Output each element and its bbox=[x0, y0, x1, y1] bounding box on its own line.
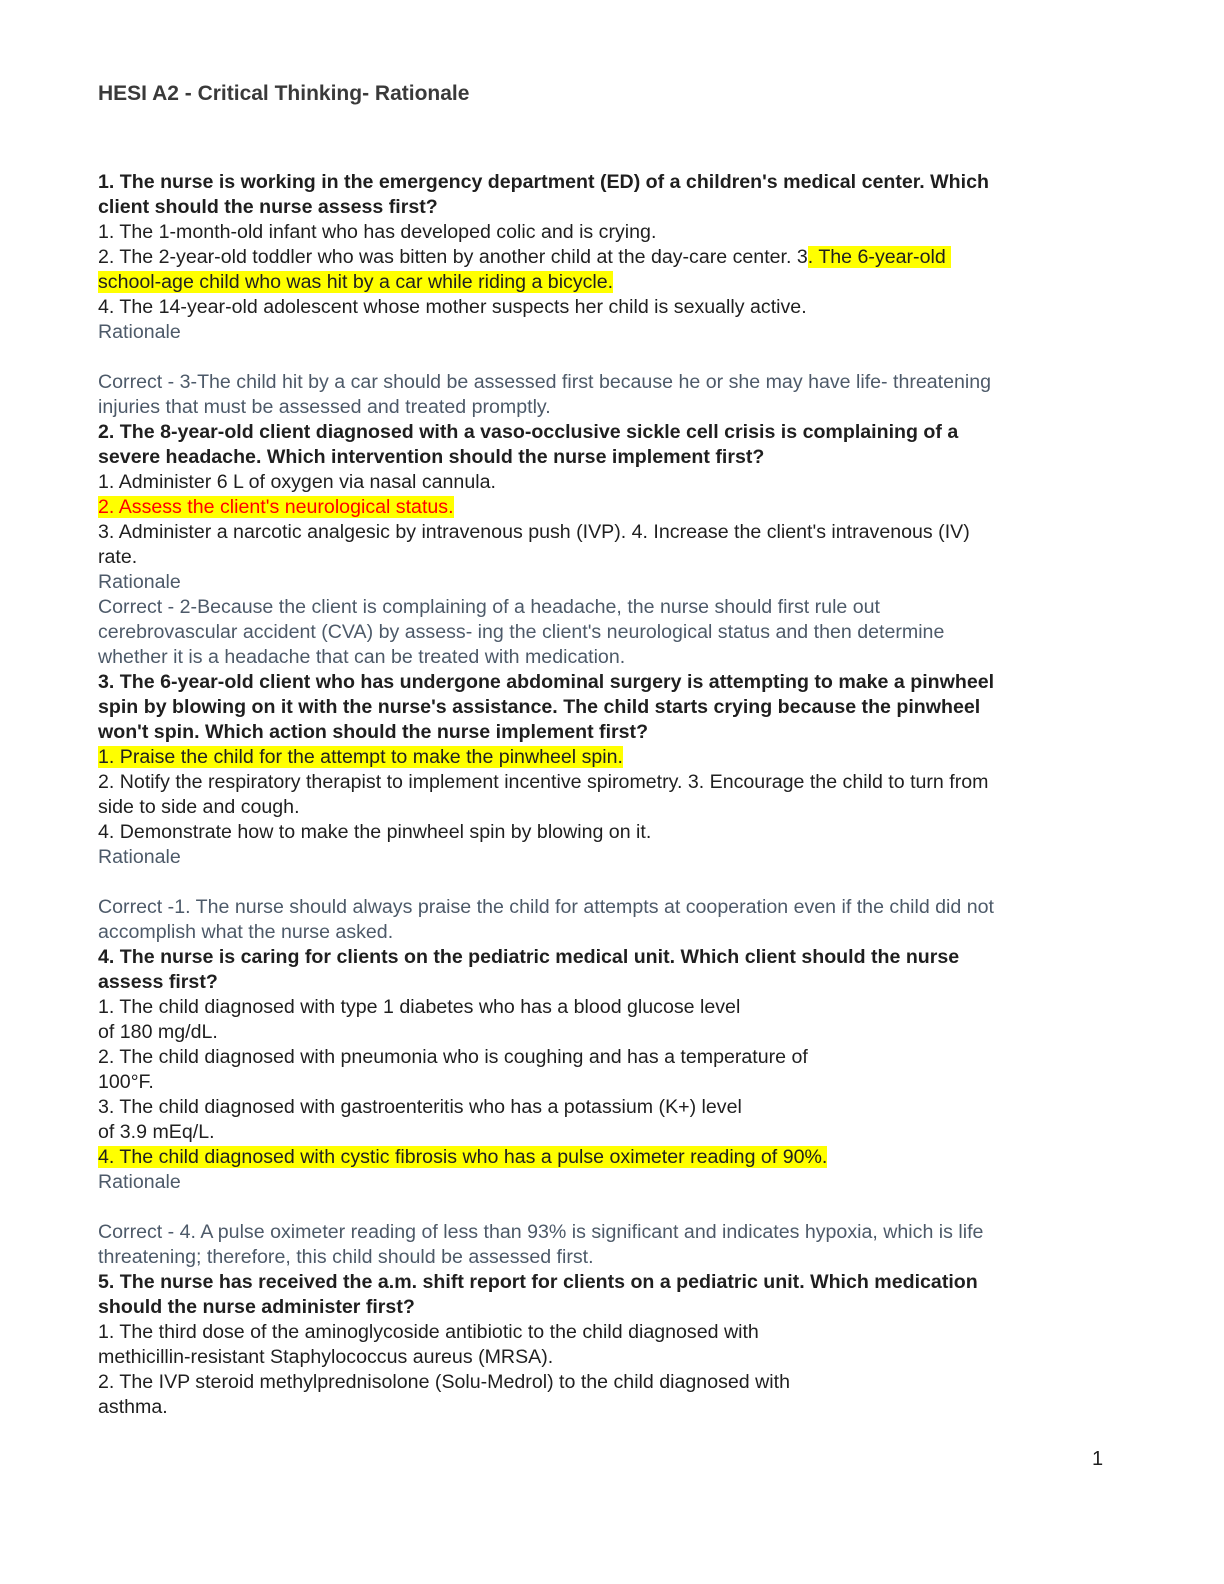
question-4-option-3-cont: of 3.9 mEq/L. bbox=[98, 1121, 215, 1143]
question-1-rationale: Correct - 3-The child hit by a car should be assessed first because he or she may have life- threatening bbox=[98, 371, 992, 393]
question-2-stem: 2. The 8-year-old client diagnosed with a vaso-occlusive sickle cell crisis is complaining of a bbox=[98, 421, 959, 443]
question-1-option-1: 1. The 1-month-old infant who has developed colic and is crying. bbox=[98, 221, 657, 243]
question-4-option-2: 2. The child diagnosed with pneumonia who is coughing and has a temperature of bbox=[98, 1046, 808, 1068]
question-4-stem-cont: assess first? bbox=[98, 971, 218, 993]
question-2-rationale-cont: whether it is a headache that can be treated with medication. bbox=[98, 646, 626, 668]
question-3-stem-cont: won't spin. Which action should the nurse implement first? bbox=[98, 721, 649, 743]
question-2-rationale-label: Rationale bbox=[98, 571, 181, 593]
question-1-rationale-label: Rationale bbox=[98, 321, 181, 343]
question-3-rationale-cont: accomplish what the nurse asked. bbox=[98, 921, 394, 943]
question-1-stem: 1. The nurse is working in the emergency department (ED) of a children's medical center. Which bbox=[98, 171, 989, 193]
question-1-option-2 bbox=[98, 245, 1098, 270]
question-5-option-1-cont: methicillin-resistant Staphylococcus aureus (MRSA). bbox=[98, 1346, 554, 1368]
page-number: 1 bbox=[1092, 1448, 1104, 1470]
question-3-stem-cont: spin by blowing on it with the nurse's assistance. The child starts crying because the pinwheel bbox=[98, 696, 981, 718]
question-4-option-2-cont: 100°F. bbox=[98, 1071, 154, 1093]
question-1-stem-cont: client should the nurse assess first? bbox=[98, 196, 438, 218]
question-2-answer-highlight: 2. Assess the client's neurological status. bbox=[98, 496, 454, 518]
question-1-answer-highlight-cont: school-age child who was hit by a car while riding a bicycle. bbox=[98, 271, 614, 293]
document-body bbox=[98, 170, 1098, 1420]
question-4-rationale-cont: threatening; therefore, this child should be assessed first. bbox=[98, 1246, 594, 1268]
question-3-option-2: 2. Notify the respiratory therapist to implement incentive spirometry. 3. Encourage the child to turn from bbox=[98, 771, 989, 793]
question-5-option-1: 1. The third dose of the aminoglycoside antibiotic to the child diagnosed with bbox=[98, 1321, 759, 1343]
question-5-stem: 5. The nurse has received the a.m. shift report for clients on a pediatric unit. Which medication bbox=[98, 1271, 978, 1293]
question-1-option-4: 4. The 14-year-old adolescent whose mother suspects her child is sexually active. bbox=[98, 296, 807, 318]
question-3-option-2-cont: side to side and cough. bbox=[98, 796, 300, 818]
question-5-option-2-cont: asthma. bbox=[98, 1396, 168, 1418]
question-3-option-4: 4. Demonstrate how to make the pinwheel spin by blowing on it. bbox=[98, 821, 652, 843]
question-5-option-2: 2. The IVP steroid methylprednisolone (Solu-Medrol) to the child diagnosed with bbox=[98, 1371, 790, 1393]
question-4-option-1-cont: of 180 mg/dL. bbox=[98, 1021, 218, 1043]
question-2-rationale: Correct - 2-Because the client is complaining of a headache, the nurse should first rule out bbox=[98, 596, 880, 618]
question-2-option-3: 3. Administer a narcotic analgesic by intravenous push (IVP). 4. Increase the client's intravenous (IV) bbox=[98, 521, 970, 543]
question-2-option-1: 1. Administer 6 L of oxygen via nasal cannula. bbox=[98, 471, 496, 493]
question-1-rationale-cont: injuries that must be assessed and treated promptly. bbox=[98, 396, 551, 418]
question-1-option-2-text: 2. The 2-year-old toddler who was bitten by another child at the day-care center. 3 bbox=[98, 246, 808, 268]
question-3-rationale: Correct -1. The nurse should always praise the child for attempts at cooperation even if the child did not bbox=[98, 896, 994, 918]
page-title: HESI A2 - Critical Thinking- Rationale bbox=[98, 82, 470, 105]
question-2-rationale-cont: cerebrovascular accident (CVA) by assess- ing the client's neurological status and then determine bbox=[98, 621, 945, 643]
question-2-option-3-cont: rate. bbox=[98, 546, 138, 568]
question-4-rationale: Correct - 4. A pulse oximeter reading of less than 93% is significant and indicates hypoxia, which is life bbox=[98, 1221, 984, 1243]
question-3-stem: 3. The 6-year-old client who has undergone abdominal surgery is attempting to make a pinwheel bbox=[98, 671, 995, 693]
question-4-answer-highlight: 4. The child diagnosed with cystic fibrosis who has a pulse oximeter reading of 90%. bbox=[98, 1146, 828, 1168]
question-4-stem: 4. The nurse is caring for clients on the pediatric medical unit. Which client should the nurse bbox=[98, 946, 960, 968]
question-4-option-3: 3. The child diagnosed with gastroenteritis who has a potassium (K+) level bbox=[98, 1096, 742, 1118]
question-5-stem-cont: should the nurse administer first? bbox=[98, 1296, 415, 1318]
question-4-rationale-label: Rationale bbox=[98, 1171, 181, 1193]
question-1-answer-highlight: . The 6-year-old bbox=[807, 246, 952, 268]
question-3-answer-highlight: 1. Praise the child for the attempt to make the pinwheel spin. bbox=[98, 746, 623, 768]
question-3-rationale-label: Rationale bbox=[98, 846, 181, 868]
question-2-stem-cont: severe headache. Which intervention should the nurse implement first? bbox=[98, 446, 765, 468]
question-4-option-1: 1. The child diagnosed with type 1 diabetes who has a blood glucose level bbox=[98, 996, 741, 1018]
